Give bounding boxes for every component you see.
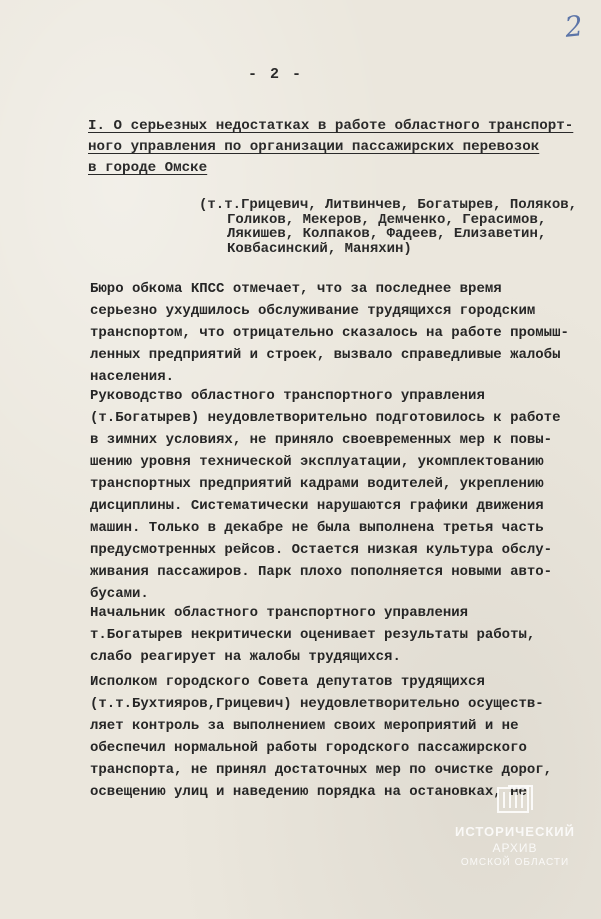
watermark-title: ИСТОРИЧЕСКИЙ — [455, 824, 575, 839]
paragraph-line: транспорта, не принял достаточных мер по очистке дорог, — [90, 762, 553, 778]
archive-watermark — [440, 780, 590, 900]
paragraph-line: Бюро обкома КПСС отмечает, что за последнее время — [90, 281, 502, 297]
paragraph-line: транспортных предприятий кадрами водителей, укреплению — [90, 476, 544, 492]
paragraph-line: серьезно ухудшилось обслуживание трудящихся городским — [90, 303, 536, 319]
paragraph-line: ленных предприятий и строек, вызвало справедливые жалобы — [90, 347, 561, 363]
paragraph-3 — [90, 602, 580, 668]
paragraph-line: обеспечил нормальной работы городского пассажирского — [90, 740, 527, 756]
paragraph-line: дисциплины. Систематически нарушаются графики движения — [90, 498, 544, 514]
corner-page-number: 2 — [563, 9, 585, 44]
paragraph-line: в зимних условиях, не приняло своевременных мер к повы- — [90, 432, 553, 448]
page-number: - 2 - — [248, 66, 304, 83]
attendee-line: (т.т.Грицевич, Литвинчев, Богатырев, Поляков, — [199, 197, 578, 213]
paragraph-line: населения. — [90, 369, 175, 385]
paragraph-line: Руководство областного транспортного управления — [90, 388, 485, 404]
watermark-subtitle: АРХИВ — [492, 841, 538, 855]
paragraph-line: (т.Богатырев) неудовлетворительно подготовилось к работе — [90, 410, 561, 426]
paragraph-1 — [90, 278, 580, 388]
attendee-line: Лякишев, Колпаков, Фадеев, Елизаветин, — [227, 226, 547, 242]
paragraph-line: машин. Только в декабре не была выполнена третья часть — [90, 520, 544, 536]
heading-line: I. О серьезных недостатках в работе областного транспорт- — [88, 118, 574, 134]
paragraph-line: транспортом, что отрицательно сказалось на работе промыш- — [90, 325, 569, 341]
paragraph-line: (т.т.Бухтияров,Грицевич) неудовлетворительно осуществ- — [90, 696, 544, 712]
watermark-region: ОМСКОЙ ОБЛАСТИ — [460, 857, 570, 868]
paragraph-line: Исполком городского Совета депутатов трудящихся — [90, 674, 485, 690]
archive-logo-icon — [494, 780, 536, 818]
paragraph-line: Начальник областного транспортного управления — [90, 605, 469, 621]
paragraph-line: живания пассажиров. Парк плохо пополняется новыми авто- — [90, 564, 553, 580]
paragraph-line: слабо реагирует на жалобы трудящихся. — [90, 649, 401, 665]
paragraph-line: освещению улиц и наведению порядка на остановках, не — [90, 784, 527, 800]
section-heading — [88, 116, 578, 179]
attendee-line: Голиков, Мекеров, Демченко, Герасимов, — [227, 211, 547, 228]
paragraph-line: ляет контроль за выполнением своих мероприятий и не — [90, 718, 519, 734]
paragraph-line: т.Богатырев некритически оценивает результаты работы, — [90, 627, 536, 643]
heading-line: ного управления по организации пассажирских перевозок — [88, 139, 540, 155]
paragraph-line: предусмотренных рейсов. Остается низкая культура обслу- — [90, 542, 553, 558]
attendees-block — [199, 198, 579, 256]
paragraph-2 — [90, 385, 580, 605]
paragraph-line: шению уровня технической эксплуатации, укомплектованию — [90, 454, 544, 470]
heading-line: в городе Омске — [88, 160, 208, 176]
attendee-line: Ковбасинский, Маняхин) — [227, 240, 412, 257]
paragraph-line: бусами. — [90, 586, 149, 602]
